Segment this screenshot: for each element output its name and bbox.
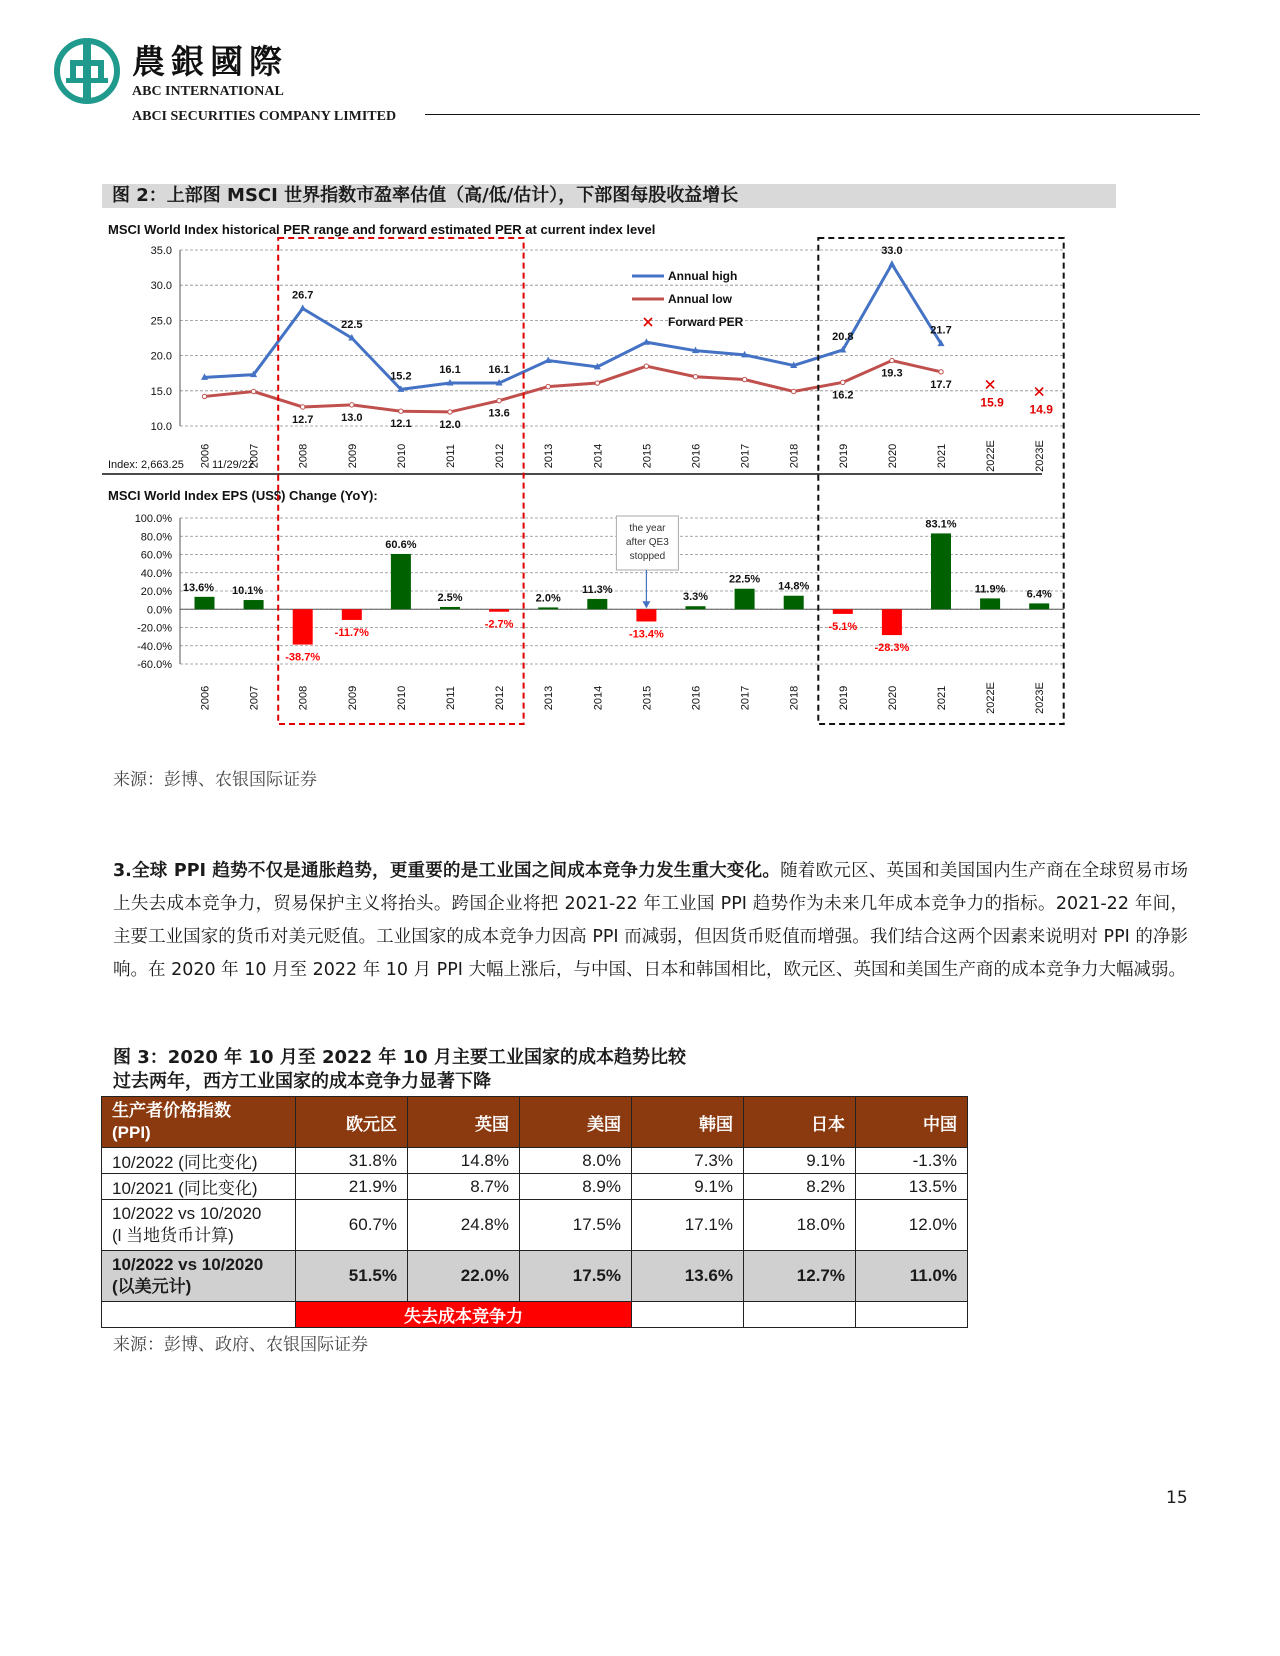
abc-coin-logo-icon — [54, 38, 120, 104]
per-y-tick-label: 15.0 — [150, 385, 172, 398]
table-cell: 17.5% — [520, 1251, 632, 1302]
per-x-tick-label: 2016 — [690, 443, 703, 469]
figure-2-charts — [102, 216, 1102, 746]
per-x-tick-label: 2017 — [739, 443, 752, 469]
annual-low-point — [841, 380, 845, 384]
table-header-label: 生产者价格指数 (PPI) — [102, 1097, 296, 1148]
eps-bar-label: 14.8% — [778, 580, 810, 593]
table-row — [102, 1200, 968, 1251]
eps-y-tick-label: -60.0% — [137, 659, 172, 671]
annual-low-point — [890, 358, 894, 362]
eps-bar-label: 2.5% — [437, 591, 463, 604]
annual-low-label: 13.6 — [488, 407, 510, 420]
annual-low-line — [205, 361, 942, 412]
table-header-cell: 日本 — [744, 1097, 856, 1148]
annual-low-point — [939, 370, 943, 374]
eps-y-tick-label: 20.0% — [140, 586, 172, 598]
qe3-note-text: stopped — [629, 551, 666, 562]
table-row — [102, 1174, 968, 1200]
annual-low-point — [644, 364, 648, 368]
annual-high-label: 22.5 — [341, 319, 363, 331]
annual-low-point — [546, 384, 550, 388]
per-x-tick-label: 2014 — [592, 443, 605, 469]
row-label: 10/2021 (同比变化) — [102, 1174, 296, 1200]
table-cell: 9.1% — [632, 1174, 744, 1200]
per-chart-title: MSCI World Index historical PER range and forward estimated PER at current index level — [108, 222, 656, 237]
annual-high-label: 15.2 — [390, 370, 412, 383]
per-x-tick-label: 2021 — [936, 443, 948, 469]
legend-forward-per: Forward PER — [668, 315, 744, 329]
table-cell: 7.3% — [632, 1148, 744, 1174]
annual-low-label: 12.1 — [390, 418, 412, 431]
annual-high-label: 33.0 — [881, 245, 903, 258]
table-cell: 8.7% — [408, 1174, 520, 1200]
figure-3-subtitle: 过去两年，西方工业国家的成本竞争力显著下降 — [113, 1071, 491, 1092]
eps-bar-label: 11.9% — [974, 583, 1006, 596]
eps-x-tick-label: 2021 — [936, 685, 948, 711]
paragraph-body: 随着欧元区、英国和美国国内生产商在全球贸易市场上失去成本竞争力，贸易保护主义将抬头。跨国企业将把 2021-22 年工业国 PPI 趋势作为未来几年成本竞争力的指标。2021-22 年间，主要工业国家的货币对美元贬值。工业国家的成本竞争力因高 PPI 而减弱，但因货币贬值而增强。我们结合这两个因素来说明对 PPI 的净影响。在 2020 年 10 月至 2022 年 10 月 PPI 大幅上涨后，与中国、日本和韩国相比，欧元区、英国和美国生产商的成本竞争力大幅减弱。 — [113, 861, 1188, 980]
eps-y-tick-label: -40.0% — [137, 640, 172, 653]
table-cell: 17.5% — [520, 1200, 632, 1251]
per-x-tick-label: 2018 — [788, 443, 801, 469]
eps-bar-positive — [1029, 603, 1049, 609]
eps-bar-label: 60.6% — [385, 538, 417, 551]
legend-forward-per-swatch — [644, 318, 652, 326]
eps-x-tick-label: 2010 — [395, 685, 408, 711]
annual-low-point — [693, 375, 697, 379]
per-y-tick-label: 30.0 — [150, 280, 172, 293]
row-label: 10/2022 vs 10/2020 (以美元计) — [102, 1251, 296, 1302]
paragraph-lead: 3.全球 PPI 趋势不仅是通胀趋势，更重要的是工业国之间成本竞争力发生重大变化。 — [113, 861, 781, 881]
eps-x-tick-label: 2011 — [445, 686, 457, 710]
per-x-tick-label: 2013 — [543, 443, 556, 469]
annual-low-point — [399, 409, 403, 413]
per-y-tick-label: 10.0 — [150, 421, 172, 433]
table-header-cell: 美国 — [520, 1097, 632, 1148]
eps-x-tick-label: 2012 — [494, 685, 507, 711]
eps-x-tick-label: 2015 — [641, 685, 654, 711]
eps-bar-negative — [342, 609, 362, 620]
annual-low-label: 12.0 — [439, 418, 461, 431]
lose-competitiveness-label: 失去成本竞争力 — [296, 1302, 632, 1328]
eps-bar-negative — [882, 609, 902, 635]
empty-cell — [744, 1302, 856, 1328]
empty-cell — [102, 1302, 296, 1328]
figure-3-title — [113, 1046, 686, 1094]
eps-bar-positive — [587, 599, 607, 609]
per-x-tick-label: 2010 — [395, 443, 408, 469]
eps-bar-label: -5.1% — [828, 620, 858, 633]
per-x-tick-label: 2009 — [346, 443, 359, 469]
eps-bar-positive — [784, 596, 804, 610]
eps-y-tick-label: 0.0% — [146, 604, 172, 617]
eps-bar-positive — [931, 533, 951, 609]
per-x-tick-label: 2008 — [297, 443, 310, 469]
annual-low-point — [792, 389, 796, 393]
empty-cell — [632, 1302, 744, 1328]
figure-3-title-line-1: 图 3：2020 年 10 月至 2022 年 10 月主要工业国家的成本趋势比较 — [113, 1047, 686, 1068]
eps-x-tick-label: 2023E — [1034, 682, 1047, 714]
eps-bar-positive — [735, 589, 755, 610]
eps-bar-positive — [686, 606, 706, 609]
eps-bar-positive — [244, 600, 264, 609]
per-y-tick-label: 35.0 — [150, 245, 172, 257]
per-x-tick-label: 2012 — [494, 443, 507, 469]
annual-low-point — [301, 405, 305, 409]
figure-2-source: 来源：彭博、农银国际证券 — [113, 770, 317, 790]
per-x-tick-label: 2023E — [1034, 440, 1047, 472]
brand-name-english: ABC INTERNATIONAL — [132, 84, 284, 99]
table-cell: 12.0% — [856, 1200, 968, 1251]
eps-x-tick-label: 2020 — [886, 685, 899, 711]
empty-cell — [856, 1302, 968, 1328]
eps-y-tick-label: 80.0% — [140, 531, 172, 544]
per-x-tick-label: 2007 — [248, 443, 261, 469]
eps-x-tick-label: 2016 — [690, 685, 703, 711]
table-header-cell: 中国 — [856, 1097, 968, 1148]
legend-annual-low: Annual low — [668, 292, 732, 306]
annual-high-label: 20.8 — [832, 330, 854, 343]
eps-bar-positive — [538, 607, 558, 609]
annual-high-label: 16.1 — [439, 364, 461, 377]
eps-bar-label: 13.6% — [182, 581, 215, 594]
annual-low-label: 13.0 — [341, 411, 363, 424]
eps-bar-positive — [391, 554, 411, 609]
row-label: 10/2022 (同比变化) — [102, 1148, 296, 1174]
date-note: 11/29/22 — [212, 459, 255, 471]
qe3-note-text: after QE3 — [625, 537, 669, 548]
table-cell: 21.9% — [296, 1174, 408, 1200]
eps-x-tick-label: 2014 — [592, 685, 605, 711]
eps-bar-label: -2.7% — [484, 618, 514, 631]
eps-bar-label: 11.3% — [582, 583, 613, 596]
table-cell: 8.0% — [520, 1148, 632, 1174]
brand-name-chinese: 農銀國際 — [132, 42, 288, 81]
eps-x-tick-label: 2006 — [199, 685, 212, 711]
per-y-tick-label: 20.0 — [150, 350, 172, 363]
annual-low-label: 16.2 — [832, 389, 854, 402]
qe3-arrow-head — [642, 601, 650, 608]
forward-per-label: 14.9 — [1029, 402, 1053, 417]
figure-2-caption: 图 2：上部图 MSCI 世界指数市盈率估值（高/低/估计），下部图每股收益增长 — [102, 184, 1116, 208]
eps-y-tick-label: 40.0% — [140, 567, 172, 580]
per-x-tick-label: 2022E — [985, 440, 998, 472]
annual-low-point — [497, 398, 501, 402]
index-note: Index: 2,663.25 — [108, 459, 184, 471]
table-cell: 22.0% — [408, 1251, 520, 1302]
eps-y-tick-label: 60.0% — [140, 549, 172, 562]
annual-high-point — [299, 304, 306, 311]
per-y-tick-label: 25.0 — [150, 315, 172, 328]
eps-y-tick-label: 100.0% — [134, 513, 172, 525]
eps-bar-positive — [440, 607, 460, 609]
eps-bar-label: 83.1% — [925, 518, 957, 531]
per-x-tick-label: 2011 — [445, 444, 457, 468]
covid-highlight-box — [818, 238, 1063, 724]
table-header-row — [102, 1097, 968, 1148]
eps-bar-label: 10.1% — [231, 585, 264, 598]
annual-low-point — [742, 377, 746, 381]
table-cell: 13.6% — [632, 1251, 744, 1302]
annual-high-label: 16.1 — [488, 364, 510, 377]
eps-bar-label: -13.4% — [628, 628, 664, 641]
header-divider — [425, 114, 1200, 115]
table-cell: 11.0% — [856, 1251, 968, 1302]
annual-low-label: 12.7 — [291, 413, 314, 426]
table-header-cell: 英国 — [408, 1097, 520, 1148]
annual-low-point — [350, 403, 354, 407]
table-cell: 8.9% — [520, 1174, 632, 1200]
annual-low-label: 19.3 — [881, 367, 903, 380]
eps-x-tick-label: 2018 — [788, 685, 801, 711]
eps-bar-negative — [489, 609, 509, 611]
annual-low-label: 17.7 — [930, 378, 952, 391]
table-cell: 31.8% — [296, 1148, 408, 1174]
eps-bar-negative — [636, 609, 656, 621]
eps-x-tick-label: 2019 — [837, 685, 850, 711]
annual-high-point — [888, 260, 895, 267]
eps-bar-label: 22.5% — [728, 573, 761, 586]
eps-bar-label: -28.3% — [874, 642, 910, 655]
table-cell: -1.3% — [856, 1148, 968, 1174]
eps-bar-label: 2.0% — [535, 592, 561, 605]
eps-bar-label: 6.4% — [1026, 588, 1052, 601]
company-name: ABCI SECURITIES COMPANY LIMITED — [132, 109, 397, 124]
forward-per-label: 15.9 — [980, 395, 1004, 410]
row-label: 10/2022 vs 10/2020 (l 当地货币计算) — [102, 1200, 296, 1251]
annual-low-point — [251, 389, 255, 393]
eps-bar-label: -38.7% — [285, 651, 321, 664]
annual-high-label: 26.7 — [291, 289, 314, 302]
eps-x-tick-label: 2009 — [346, 685, 359, 711]
table-cell: 14.8% — [408, 1148, 520, 1174]
eps-x-tick-label: 2008 — [297, 685, 310, 711]
page-number: 15 — [1166, 1488, 1188, 1508]
table-cell: 8.2% — [744, 1174, 856, 1200]
eps-x-tick-label: 2013 — [543, 685, 556, 711]
annual-low-point — [448, 410, 452, 414]
qe3-note-text: the year — [629, 523, 666, 534]
legend-annual-high: Annual high — [668, 269, 738, 283]
eps-y-tick-label: -20.0% — [137, 622, 172, 635]
eps-bar-positive — [195, 597, 215, 609]
eps-bar-positive — [980, 598, 1000, 609]
table-row-usd — [102, 1251, 968, 1302]
eps-chart-title: MSCI World Index EPS (US$) Change (YoY): — [108, 488, 378, 503]
table-header-cell: 韩国 — [632, 1097, 744, 1148]
table-cell: 13.5% — [856, 1174, 968, 1200]
ppi-comparison-table — [101, 1096, 968, 1328]
table-cell: 18.0% — [744, 1200, 856, 1251]
table-cell: 17.1% — [632, 1200, 744, 1251]
table-cell: 51.5% — [296, 1251, 408, 1302]
eps-x-tick-label: 2007 — [248, 685, 261, 711]
table-cell: 12.7% — [744, 1251, 856, 1302]
body-paragraph — [113, 855, 1188, 987]
figure-3-source: 来源：彭博、政府、农银国际证券 — [113, 1335, 368, 1355]
eps-bar-label: -11.7% — [334, 626, 369, 639]
eps-bar-negative — [293, 609, 313, 644]
per-x-tick-label: 2006 — [199, 443, 212, 469]
table-cell: 60.7% — [296, 1200, 408, 1251]
annual-low-point — [595, 381, 599, 385]
table-footer-row — [102, 1302, 968, 1328]
eps-x-tick-label: 2022E — [985, 682, 998, 714]
per-x-tick-label: 2015 — [641, 443, 654, 469]
table-cell: 24.8% — [408, 1200, 520, 1251]
table-cell: 9.1% — [744, 1148, 856, 1174]
eps-bar-label: 3.3% — [682, 591, 709, 604]
per-x-tick-label: 2020 — [886, 443, 899, 469]
annual-high-label: 21.7 — [930, 324, 952, 337]
table-header-cell: 欧元区 — [296, 1097, 408, 1148]
forward-per-point — [986, 380, 994, 388]
annual-low-point — [202, 394, 206, 398]
eps-x-tick-label: 2017 — [739, 685, 752, 711]
annual-high-line — [205, 264, 942, 389]
eps-bar-negative — [833, 609, 853, 614]
forward-per-point — [1035, 388, 1043, 396]
table-row — [102, 1148, 968, 1174]
per-x-tick-label: 2019 — [837, 443, 850, 469]
